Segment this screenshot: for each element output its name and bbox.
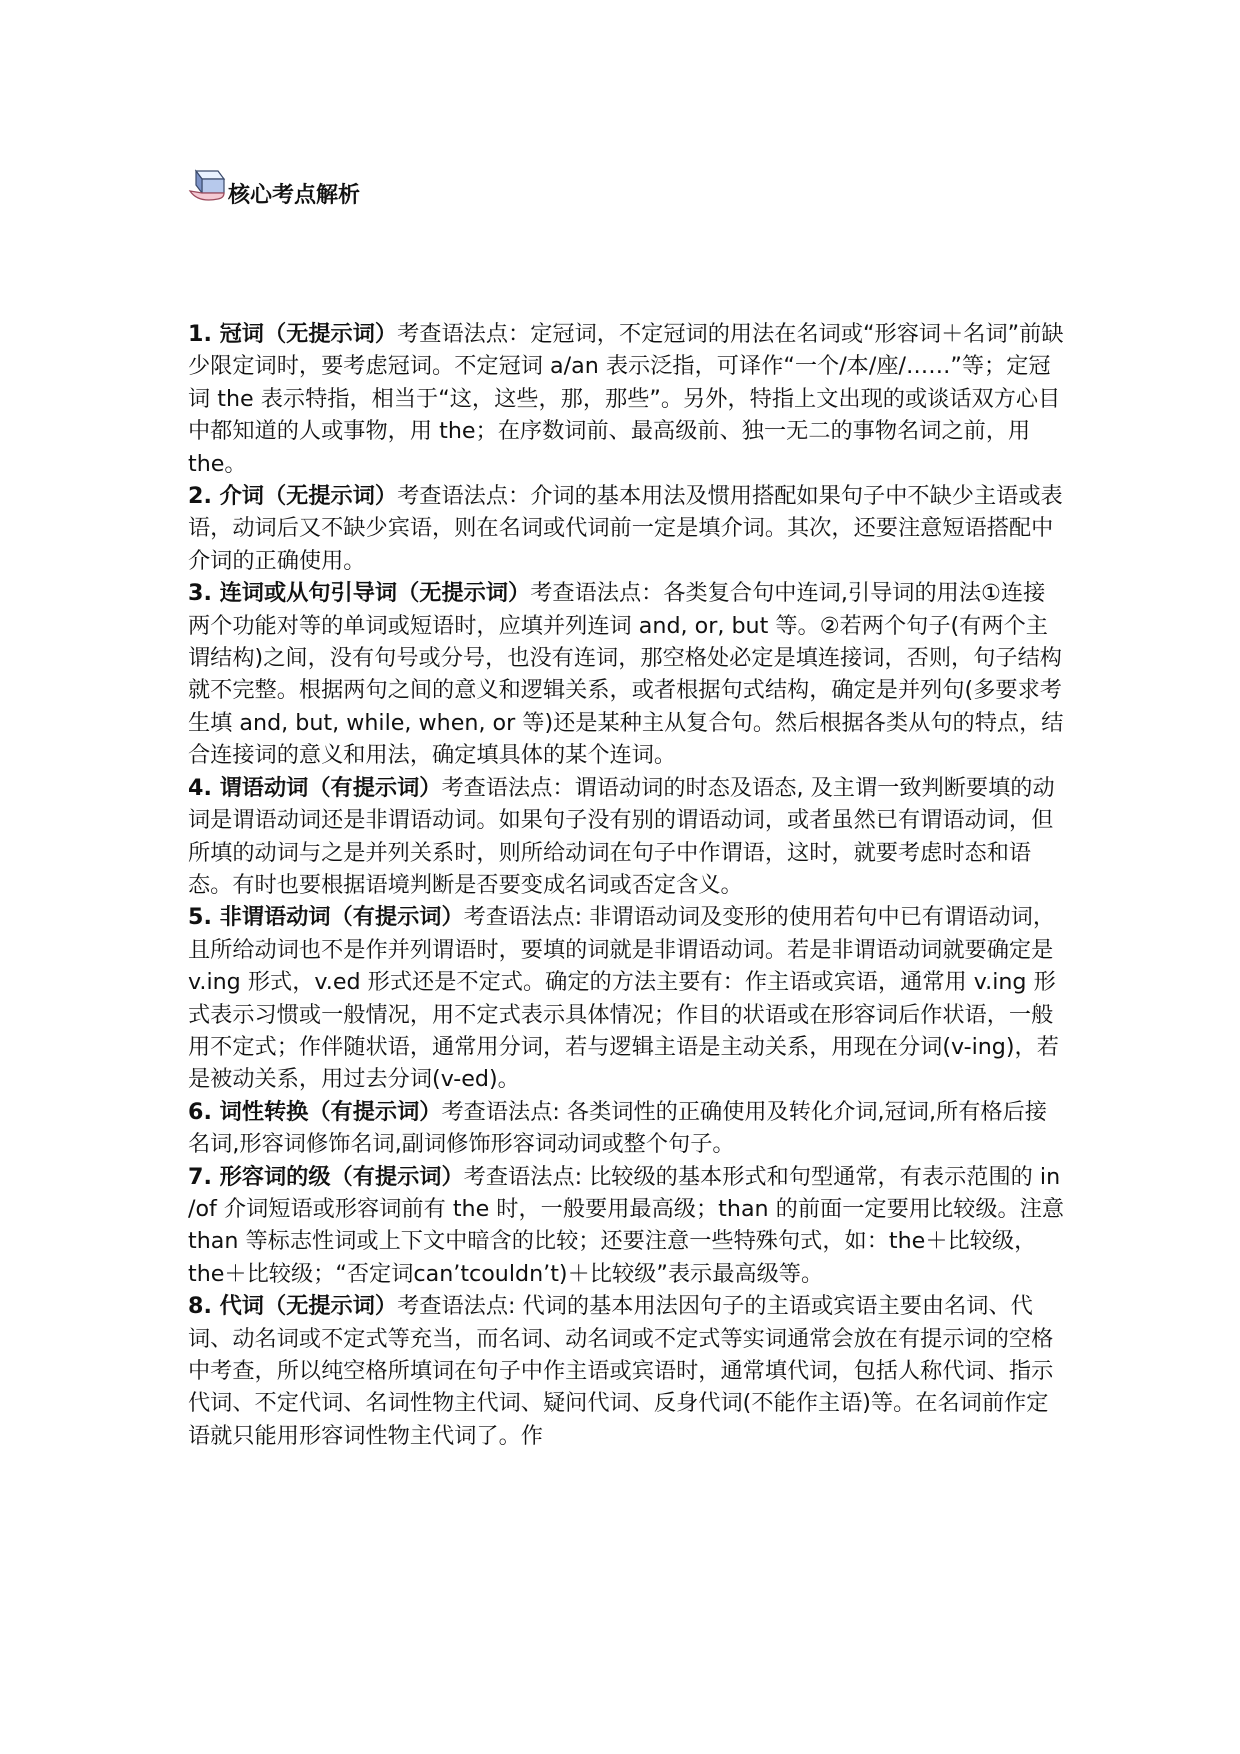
- list-item: [188, 577, 1066, 771]
- list-item: [188, 1161, 1066, 1291]
- section-title: 核心考点解析: [228, 183, 361, 208]
- item-heading: 2. 介词（无提示词）: [188, 483, 398, 510]
- item-heading: 7. 形容词的级（有提示词）: [188, 1163, 464, 1190]
- list-item: [188, 480, 1066, 577]
- item-heading: 6. 词性转换（有提示词）: [188, 1098, 442, 1125]
- item-text: 考查语法点：各类复合句中连词,引导词的用法①连接两个功能对等的单词或短语时，应填并列连词 and, or, but 等。②若两个句子(有两个主谓结构)之间，没有句号或分号，也没有连词，那空格处必定是填连接词，否则，句子结构就不完整。根据两句之间的意义和逻辑关系，或者根据句式结构，确定是并列句(多要求考生填 and, but, while, when, or 等)还是某种主从复合句。然后根据各类从句的特点，结合连接词的意义和用法，确定填具体的某个连词。: [188, 580, 1064, 769]
- item-text: 考查语法点：介词的基本用法及惯用搭配如果句子中不缺少主语或表语，动词后又不缺少宾语，则在名词或代词前一定是填介词。其次，还要注意短语搭配中介词的正确使用。: [188, 483, 1063, 574]
- list-item: [188, 1290, 1066, 1452]
- list-item: [188, 901, 1066, 1095]
- item-heading: 5. 非谓语动词（有提示词）: [188, 904, 464, 931]
- item-text: 考查语法点: 比较级的基本形式和句型通常，有表示范围的 in /of 介词短语或形容词前有 the 时，一般要用最高级；than 的前面一定要用比较级。注意 than 等标志性词或上下文中暗含的比较；还要注意一些特殊句式，如：the＋比较级，the＋比较级；“否定词can’tcouldn’t)＋比较级”表示最高级等。: [188, 1163, 1065, 1287]
- item-heading: 3. 连词或从句引导词（无提示词）: [188, 580, 531, 607]
- item-text: 考查语法点: 非谓语动词及变形的使用若句中已有谓语动词，且所给动词也不是作并列谓语时，要填的词就是非谓语动词。若是非谓语动词就要确定是 v.ing 形式，v.ed 形式还是不定式。确定的方法主要有：作主语或宾语，通常用 v.ing 形式表示习惯或一般情况，用不定式表示具体情况；作目的状语或在形容词后作状语，一般用不定式；作伴随状语，通常用分词，若与逻辑主语是主动关系，用现在分词(v-ing)，若是被动关系，用过去分词(v-ed)。: [188, 904, 1059, 1093]
- list-item: [188, 772, 1066, 902]
- 3d-box-icon: [188, 169, 226, 205]
- item-text: 考查语法点: 代词的基本用法因句子的主语或宾语主要由名词、代词、动名词或不定式等充当，而名词、动名词或不定式等实词通常会放在有提示词的空格中考查，所以纯空格所填词在句子中作主语或宾语时，通常填代词，包括人称代词、指示代词、不定代词、名词性物主代词、疑问代词、反身代词(不能作主语)等。在名词前作定语就只能用形容词性物主代词了。作: [188, 1293, 1054, 1449]
- item-heading: 1. 冠词（无提示词）: [188, 321, 398, 347]
- section-header: [188, 164, 360, 209]
- list-item: [188, 318, 1066, 480]
- item-text: 考查语法点：定冠词，不定冠词的用法在名词或“形容词＋名词”前缺少限定词时，要考虑冠词。不定冠词 a/an 表示泛指，可译作“一个/本/座/……”等；定冠词 the 表示特指，相当于“这，这些，那，那些”。另外，特指上文出现的或谈话双方心目中都知道的人或事物，用 the；在序数词前、最高级前、独一无二的事物名词之前，用 the。: [188, 321, 1064, 477]
- item-heading: 8. 代词（无提示词）: [188, 1293, 398, 1320]
- item-heading: 4. 谓语动词（有提示词）: [188, 774, 442, 801]
- item-text: 考查语法点: 各类词性的正确使用及转化介词,冠词,所有格后接名词,形容词修饰名词,副词修饰形容词动词或整个句子。: [188, 1098, 1047, 1158]
- list-item: [188, 1096, 1066, 1161]
- content-body: [188, 318, 1066, 1452]
- item-text: 考查语法点：谓语动词的时态及语态, 及主谓一致判断要填的动词是谓语动词还是非谓语动词。如果句子没有别的谓语动词，或者虽然已有谓语动词，但所填的动词与之是并列关系时，则所给动词在句子中作谓语，这时，就要考虑时态和语态。有时也要根据语境判断是否要变成名词或否定含义。: [188, 774, 1055, 898]
